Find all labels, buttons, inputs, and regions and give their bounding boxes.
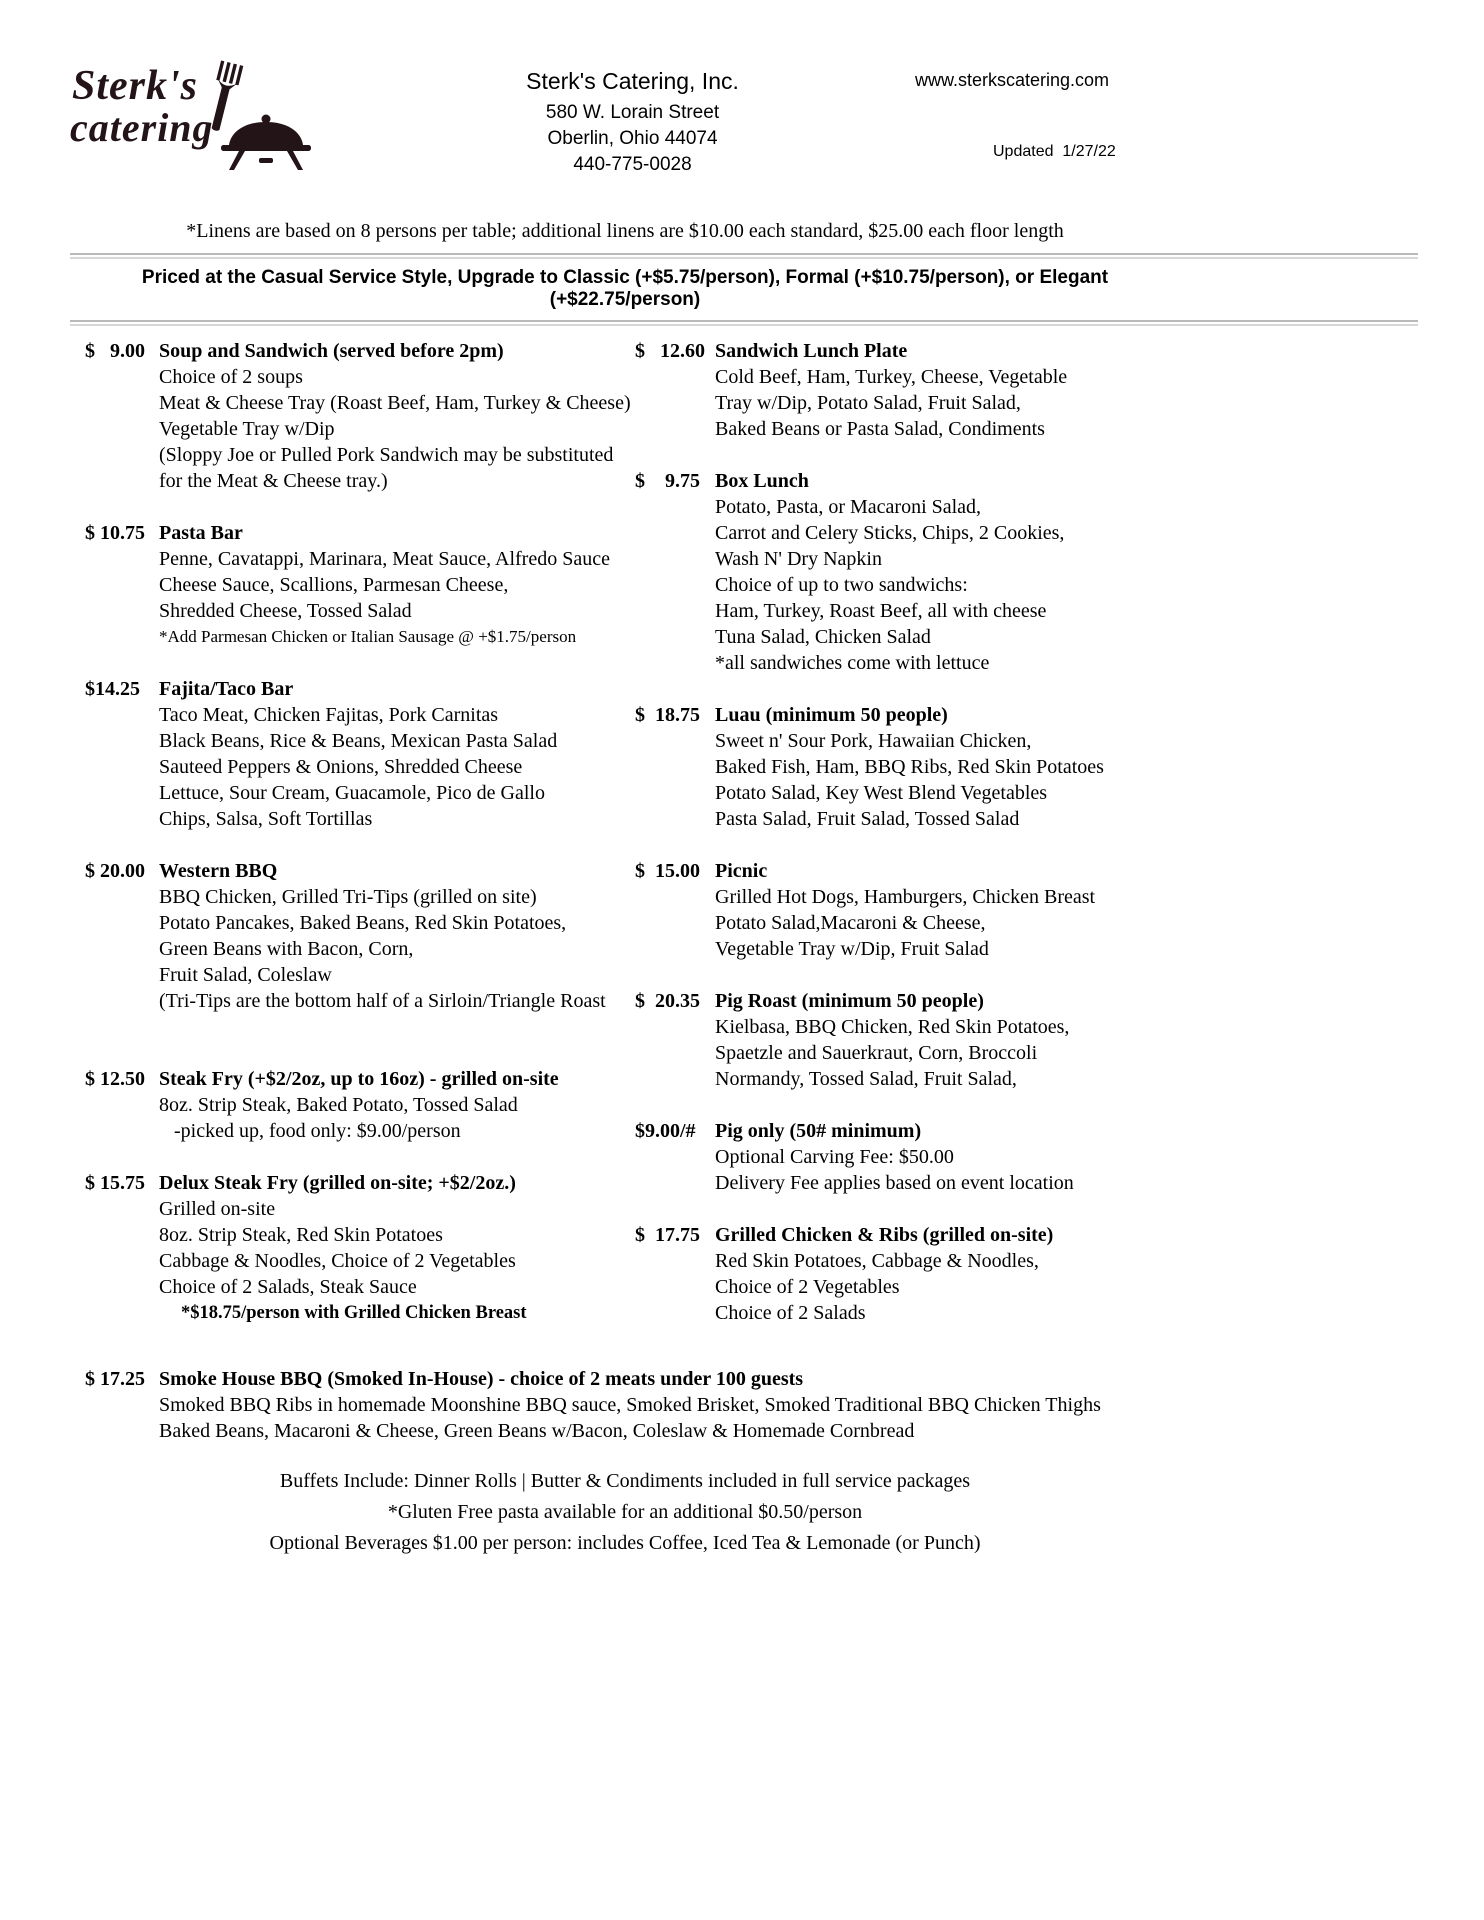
item-price: $ 9.75 — [635, 470, 700, 492]
logo-text-catering: catering — [70, 105, 214, 150]
item-price: $ 17.75 — [635, 1224, 700, 1246]
pricing-banner: Priced at the Casual Service Style, Upgrade to Classic (+$5.75/person), Formal (+$10.75/person), or Elegant (+$22.75/person) — [141, 267, 1109, 310]
menu-item — [85, 1170, 635, 1326]
item-price: $ 12.60 — [635, 340, 705, 362]
item-line: Baked Beans or Pasta Salad, Condiments — [715, 418, 1045, 440]
item-line: Pasta Salad, Fruit Salad, Tossed Salad — [715, 808, 1020, 830]
item-name: Steak Fry (+$2/2oz, up to 16oz) - grilled on-site — [159, 1068, 559, 1090]
item-line: Carrot and Celery Sticks, Chips, 2 Cookies, — [715, 522, 1065, 544]
item-price: $ 17.25 — [85, 1368, 145, 1390]
menu-item — [635, 858, 1195, 962]
item-line: Fruit Salad, Coleslaw — [159, 964, 332, 986]
item-price: $ 12.50 — [85, 1068, 145, 1090]
item-line: Green Beans with Bacon, Corn, — [159, 938, 414, 960]
item-price: $ 20.00 — [85, 860, 145, 882]
item-line: Sweet n' Sour Pork, Hawaiian Chicken, — [715, 730, 1032, 752]
item-line: Potato Salad,Macaroni & Cheese, — [715, 912, 986, 934]
item-line: Grilled on-site — [159, 1198, 276, 1220]
item-name: Sandwich Lunch Plate — [715, 340, 908, 362]
item-content — [159, 520, 635, 650]
menu-item — [85, 1066, 635, 1144]
menu-item — [85, 858, 635, 1014]
logo-text-sterks: Sterk's — [72, 63, 199, 109]
item-line: 8oz. Strip Steak, Baked Potato, Tossed Salad — [159, 1094, 518, 1116]
menu-item — [635, 702, 1195, 832]
item-line: Delivery Fee applies based on event location — [715, 1172, 1074, 1194]
menu-item — [85, 520, 635, 650]
item-content — [715, 1118, 1195, 1196]
item-content — [159, 676, 635, 832]
item-content — [715, 338, 1195, 442]
linens-note: *Linens are based on 8 persons per table; additional linens are $10.00 each standard, $25.00 each floor length — [186, 220, 1064, 242]
menu-item — [85, 676, 635, 832]
item-name: Pig Roast (minimum 50 people) — [715, 990, 984, 1012]
item-name: Pasta Bar — [159, 522, 243, 544]
item-line: Optional Carving Fee: $50.00 — [715, 1146, 954, 1168]
item-line: (Sloppy Joe or Pulled Pork Sandwich may be substituted — [159, 444, 614, 466]
item-price: $ 9.00 — [85, 340, 145, 362]
item-line: Potato, Pasta, or Macaroni Salad, — [715, 496, 982, 518]
item-price: $14.25 — [85, 678, 140, 700]
item-name: Western BBQ — [159, 860, 278, 882]
company-info — [350, 66, 915, 178]
header-right — [915, 66, 1180, 161]
item-line: *all sandwiches come with lettuce — [715, 652, 990, 674]
website-url: www.sterkscatering.com — [915, 70, 1110, 90]
item-content — [715, 702, 1195, 832]
item-content — [159, 1066, 635, 1144]
item-line: Cold Beef, Ham, Turkey, Cheese, Vegetable — [715, 366, 1068, 388]
item-line: for the Meat & Cheese tray.) — [159, 470, 388, 492]
item-name: Luau (minimum 50 people) — [715, 704, 948, 726]
item-line: Shredded Cheese, Tossed Salad — [159, 600, 412, 622]
item-line: 8oz. Strip Steak, Red Skin Potatoes — [159, 1224, 443, 1246]
item-line: Cheese Sauce, Scallions, Parmesan Cheese, — [159, 574, 509, 596]
item-line: Choice of 2 Vegetables — [715, 1276, 900, 1298]
item-line: Ham, Turkey, Roast Beef, all with cheese — [715, 600, 1047, 622]
menu-item-full — [85, 1366, 1418, 1444]
item-line: Red Skin Potatoes, Cabbage & Noodles, — [715, 1250, 1039, 1272]
item-line: Taco Meat, Chicken Fajitas, Pork Carnitas — [159, 704, 499, 726]
item-name: Pig only (50# minimum) — [715, 1120, 922, 1142]
menu-item — [635, 1222, 1195, 1326]
menu — [70, 338, 1418, 1352]
item-line: Smoked BBQ Ribs in homemade Moonshine BBQ sauce, Smoked Brisket, Smoked Traditional BBQ Chicken Thighs — [159, 1394, 1101, 1416]
menu-column-left — [85, 338, 635, 1352]
item-line: Wash N' Dry Napkin — [715, 548, 882, 570]
item-line: Chips, Salsa, Soft Tortillas — [159, 808, 373, 830]
chafing-dish-icon — [218, 114, 314, 172]
phone-number: 440-775-0028 — [573, 154, 692, 175]
item-line: Sauteed Peppers & Onions, Shredded Cheese — [159, 756, 523, 778]
item-content — [715, 468, 1195, 676]
item-content — [159, 1170, 635, 1326]
item-content — [159, 858, 635, 1014]
item-line: Choice of 2 soups — [159, 366, 303, 388]
menu-column-right — [635, 338, 1195, 1352]
item-line: Lettuce, Sour Cream, Guacamole, Pico de Gallo — [159, 782, 545, 804]
item-bold-note: *$18.75/person with Grilled Chicken Breast — [181, 1303, 527, 1323]
item-name: Smoke House BBQ (Smoked In-House) - choice of 2 meats under 100 guests — [159, 1368, 804, 1390]
item-line: Meat & Cheese Tray (Roast Beef, Ham, Turkey & Cheese) — [159, 392, 631, 414]
item-line: Potato Salad, Key West Blend Vegetables — [715, 782, 1048, 804]
item-name: Soup and Sandwich (served before 2pm) — [159, 340, 504, 362]
item-small-note: *Add Parmesan Chicken or Italian Sausage @ +$1.75/person — [159, 627, 577, 646]
menu-item — [635, 988, 1195, 1092]
item-line: Baked Beans, Macaroni & Cheese, Green Beans w/Bacon, Coleslaw & Homemade Cornbread — [159, 1420, 915, 1442]
item-price: $ 20.35 — [635, 990, 700, 1012]
item-line: (Tri-Tips are the bottom half of a Sirloin/Triangle Roast — [159, 990, 606, 1012]
menu-item — [635, 338, 1195, 442]
footer-line-beverages: Optional Beverages $1.00 per person: includes Coffee, Iced Tea & Lemonade (or Punch) — [269, 1532, 981, 1554]
item-line: Black Beans, Rice & Beans, Mexican Pasta Salad — [159, 730, 558, 752]
item-line: Baked Fish, Ham, BBQ Ribs, Red Skin Potatoes — [715, 756, 1104, 778]
item-line: Choice of 2 Salads, Steak Sauce — [159, 1276, 417, 1298]
item-line: BBQ Chicken, Grilled Tri-Tips (grilled on site) — [159, 886, 537, 908]
item-line: Penne, Cavatappi, Marinara, Meat Sauce, Alfredo Sauce — [159, 548, 610, 570]
item-price: $ 18.75 — [635, 704, 700, 726]
item-content — [715, 858, 1195, 962]
item-line: Kielbasa, BBQ Chicken, Red Skin Potatoes, — [715, 1016, 1070, 1038]
footer-line-gluten-free: *Gluten Free pasta available for an additional $0.50/person — [387, 1501, 863, 1523]
item-line: Normandy, Tossed Salad, Fruit Salad, — [715, 1068, 1017, 1090]
address-line-1: 580 W. Lorain Street — [545, 102, 720, 123]
menu-item — [635, 468, 1195, 676]
divider-bottom — [70, 320, 1418, 326]
menu-item — [85, 338, 635, 494]
item-line: Tray w/Dip, Potato Salad, Fruit Salad, — [715, 392, 1021, 414]
item-line: Cabbage & Noodles, Choice of 2 Vegetables — [159, 1250, 516, 1272]
item-line: Choice of up to two sandwichs: — [715, 574, 968, 596]
item-price: $ 15.75 — [85, 1172, 145, 1194]
item-price: $ 15.00 — [635, 860, 700, 882]
item-line: Grilled Hot Dogs, Hamburgers, Chicken Breast — [715, 886, 1096, 908]
logo — [70, 63, 350, 174]
header — [70, 63, 1180, 178]
item-content — [715, 988, 1195, 1092]
item-name: Grilled Chicken & Ribs (grilled on-site) — [715, 1224, 1054, 1246]
item-content — [159, 1366, 1418, 1444]
item-line: Vegetable Tray w/Dip — [159, 418, 335, 440]
item-line: Spaetzle and Sauerkraut, Corn, Broccoli — [715, 1042, 1038, 1064]
item-line: Vegetable Tray w/Dip, Fruit Salad — [715, 938, 989, 960]
item-name: Picnic — [715, 860, 768, 882]
menu-item — [635, 1118, 1195, 1196]
menu-item — [85, 1366, 1418, 1444]
item-line: -picked up, food only: $9.00/person — [159, 1120, 461, 1142]
item-line: Tuna Salad, Chicken Salad — [715, 626, 931, 648]
item-name: Box Lunch — [715, 470, 809, 492]
item-price: $9.00/# — [635, 1120, 696, 1142]
item-name: Fajita/Taco Bar — [159, 678, 294, 700]
footer-line-buffets: Buffets Include: Dinner Rolls | Butter & Condiments included in full service packages — [279, 1470, 971, 1492]
address-line-2: Oberlin, Ohio 44074 — [547, 128, 718, 149]
item-name: Delux Steak Fry (grilled on-site; +$2/2oz.) — [159, 1172, 516, 1194]
item-line: Potato Pancakes, Baked Beans, Red Skin Potatoes, — [159, 912, 567, 934]
item-price: $ 10.75 — [85, 522, 145, 544]
item-content — [159, 338, 635, 494]
updated-date: Updated 1/27/22 — [993, 143, 1116, 160]
footer-notes — [70, 1466, 1180, 1619]
item-content — [715, 1222, 1195, 1326]
item-line: Choice of 2 Salads — [715, 1302, 866, 1324]
company-name: Sterk's Catering, Inc. — [526, 68, 739, 94]
